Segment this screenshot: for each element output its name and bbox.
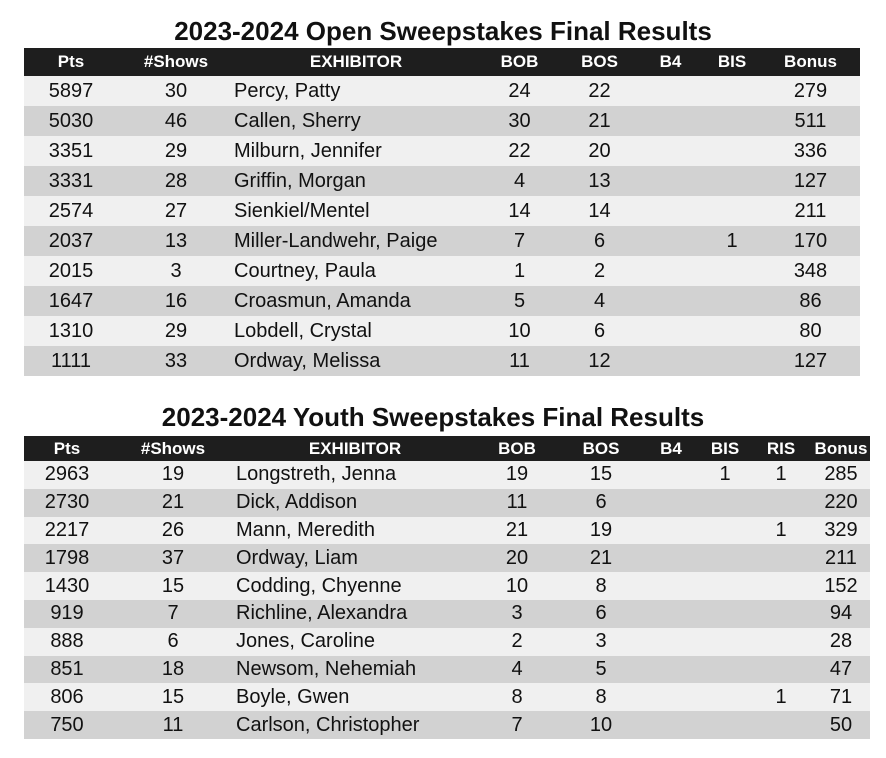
youth-table-row bbox=[24, 683, 870, 711]
youth-col-header: EXHIBITOR bbox=[236, 436, 474, 461]
open-table-row bbox=[24, 76, 860, 106]
open-cell: 24 bbox=[478, 76, 561, 106]
youth-cell: 19 bbox=[474, 461, 560, 489]
open-cell: 4 bbox=[478, 166, 561, 196]
open-cell: Callen, Sherry bbox=[234, 106, 478, 136]
youth-cell bbox=[750, 600, 812, 628]
open-cell bbox=[638, 106, 703, 136]
youth-cell bbox=[642, 711, 700, 739]
youth-cell bbox=[642, 544, 700, 572]
youth-cell bbox=[750, 544, 812, 572]
open-cell: 348 bbox=[761, 256, 860, 286]
open-cell: 3331 bbox=[24, 166, 118, 196]
open-cell: 3351 bbox=[24, 136, 118, 166]
youth-cell: 6 bbox=[560, 489, 642, 517]
open-cell bbox=[703, 106, 761, 136]
youth-cell: Carlson, Christopher bbox=[236, 711, 474, 739]
open-cell: Sienkiel/Mentel bbox=[234, 196, 478, 226]
youth-cell: 750 bbox=[24, 711, 110, 739]
youth-cell: 15 bbox=[560, 461, 642, 489]
open-cell: 279 bbox=[761, 76, 860, 106]
open-cell: 12 bbox=[561, 346, 638, 376]
open-cell: 1 bbox=[703, 226, 761, 256]
youth-cell: 47 bbox=[812, 656, 870, 684]
open-cell: 11 bbox=[478, 346, 561, 376]
open-col-header: BIS bbox=[703, 48, 761, 76]
open-table-row bbox=[24, 196, 860, 226]
youth-cell: 21 bbox=[560, 544, 642, 572]
youth-cell bbox=[642, 628, 700, 656]
open-cell: Ordway, Melissa bbox=[234, 346, 478, 376]
youth-cell: 11 bbox=[110, 711, 236, 739]
open-cell: 170 bbox=[761, 226, 860, 256]
youth-cell: 15 bbox=[110, 572, 236, 600]
youth-col-header: Bonus bbox=[812, 436, 870, 461]
youth-cell: 4 bbox=[474, 656, 560, 684]
open-cell: 29 bbox=[118, 316, 234, 346]
open-cell: 5030 bbox=[24, 106, 118, 136]
open-cell bbox=[638, 346, 703, 376]
youth-cell bbox=[750, 572, 812, 600]
youth-table-row bbox=[24, 544, 870, 572]
youth-cell: 21 bbox=[474, 517, 560, 545]
open-table-row bbox=[24, 256, 860, 286]
youth-cell: 851 bbox=[24, 656, 110, 684]
open-cell bbox=[703, 256, 761, 286]
open-cell: 22 bbox=[561, 76, 638, 106]
open-rows bbox=[24, 76, 860, 376]
open-table-row bbox=[24, 226, 860, 256]
youth-cell: 8 bbox=[474, 683, 560, 711]
youth-cell: 919 bbox=[24, 600, 110, 628]
open-col-header: BOS bbox=[561, 48, 638, 76]
youth-col-header: B4 bbox=[642, 436, 700, 461]
youth-cell: 2 bbox=[474, 628, 560, 656]
open-cell bbox=[703, 286, 761, 316]
open-cell: Griffin, Morgan bbox=[234, 166, 478, 196]
youth-cell: 7 bbox=[110, 600, 236, 628]
youth-table-row bbox=[24, 628, 870, 656]
open-cell: 336 bbox=[761, 136, 860, 166]
youth-cell: 18 bbox=[110, 656, 236, 684]
open-cell: 21 bbox=[561, 106, 638, 136]
youth-cell: 3 bbox=[474, 600, 560, 628]
youth-cell: 329 bbox=[812, 517, 870, 545]
youth-cell bbox=[700, 544, 750, 572]
youth-rows bbox=[24, 461, 870, 739]
youth-col-header: BIS bbox=[700, 436, 750, 461]
youth-cell: 28 bbox=[812, 628, 870, 656]
youth-cell: 11 bbox=[474, 489, 560, 517]
youth-cell: 1430 bbox=[24, 572, 110, 600]
youth-table-row bbox=[24, 656, 870, 684]
youth-cell: 15 bbox=[110, 683, 236, 711]
youth-cell: 19 bbox=[110, 461, 236, 489]
youth-cell: 6 bbox=[560, 600, 642, 628]
open-cell: 2 bbox=[561, 256, 638, 286]
youth-cell bbox=[642, 600, 700, 628]
open-col-header: EXHIBITOR bbox=[234, 48, 478, 76]
open-cell: Miller-Landwehr, Paige bbox=[234, 226, 478, 256]
youth-cell: 3 bbox=[560, 628, 642, 656]
open-table-row bbox=[24, 346, 860, 376]
open-cell bbox=[703, 136, 761, 166]
open-cell: 6 bbox=[561, 226, 638, 256]
open-cell: 14 bbox=[478, 196, 561, 226]
open-cell: 5897 bbox=[24, 76, 118, 106]
youth-col-header: Pts bbox=[24, 436, 110, 461]
youth-cell bbox=[750, 656, 812, 684]
open-results-table bbox=[24, 48, 860, 376]
open-cell: 14 bbox=[561, 196, 638, 226]
open-cell: 2037 bbox=[24, 226, 118, 256]
youth-cell: Ordway, Liam bbox=[236, 544, 474, 572]
youth-cell: 5 bbox=[560, 656, 642, 684]
open-cell bbox=[638, 166, 703, 196]
youth-cell bbox=[642, 489, 700, 517]
youth-cell: 1 bbox=[750, 461, 812, 489]
youth-cell: Newsom, Nehemiah bbox=[236, 656, 474, 684]
open-cell bbox=[638, 226, 703, 256]
open-cell: 211 bbox=[761, 196, 860, 226]
youth-cell bbox=[642, 683, 700, 711]
youth-cell: 1 bbox=[750, 683, 812, 711]
youth-cell: 10 bbox=[474, 572, 560, 600]
open-col-header: Bonus bbox=[761, 48, 860, 76]
open-cell bbox=[638, 286, 703, 316]
open-cell: 7 bbox=[478, 226, 561, 256]
open-cell: 13 bbox=[561, 166, 638, 196]
open-cell bbox=[703, 316, 761, 346]
youth-cell: Jones, Caroline bbox=[236, 628, 474, 656]
youth-cell: 1 bbox=[750, 517, 812, 545]
youth-cell bbox=[700, 683, 750, 711]
open-cell: 33 bbox=[118, 346, 234, 376]
youth-table-row bbox=[24, 572, 870, 600]
open-cell: Courtney, Paula bbox=[234, 256, 478, 286]
youth-cell: 10 bbox=[560, 711, 642, 739]
open-cell bbox=[638, 136, 703, 166]
open-cell: 5 bbox=[478, 286, 561, 316]
youth-results-title: 2023-2024 Youth Sweepstakes Final Results bbox=[161, 402, 705, 432]
youth-cell: 37 bbox=[110, 544, 236, 572]
youth-col-header: #Shows bbox=[110, 436, 236, 461]
youth-cell bbox=[700, 600, 750, 628]
youth-cell: 20 bbox=[474, 544, 560, 572]
youth-cell bbox=[642, 517, 700, 545]
open-cell bbox=[703, 166, 761, 196]
youth-col-header: BOS bbox=[560, 436, 642, 461]
youth-cell bbox=[642, 461, 700, 489]
youth-cell: Codding, Chyenne bbox=[236, 572, 474, 600]
youth-cell: 1 bbox=[700, 461, 750, 489]
youth-cell bbox=[700, 489, 750, 517]
youth-cell: 8 bbox=[560, 572, 642, 600]
youth-results-table bbox=[24, 436, 870, 739]
youth-table-row bbox=[24, 489, 870, 517]
youth-cell bbox=[642, 656, 700, 684]
open-cell: 1647 bbox=[24, 286, 118, 316]
youth-cell: 220 bbox=[812, 489, 870, 517]
open-cell: 29 bbox=[118, 136, 234, 166]
youth-cell: 26 bbox=[110, 517, 236, 545]
open-table-row bbox=[24, 316, 860, 346]
open-cell: 13 bbox=[118, 226, 234, 256]
youth-cell: 19 bbox=[560, 517, 642, 545]
open-table-row bbox=[24, 106, 860, 136]
open-cell: 1111 bbox=[24, 346, 118, 376]
youth-cell bbox=[700, 656, 750, 684]
open-cell: 30 bbox=[478, 106, 561, 136]
open-col-header: B4 bbox=[638, 48, 703, 76]
open-cell bbox=[703, 76, 761, 106]
youth-col-header: BOB bbox=[474, 436, 560, 461]
youth-col-header: RIS bbox=[750, 436, 812, 461]
youth-cell: Dick, Addison bbox=[236, 489, 474, 517]
youth-cell: 285 bbox=[812, 461, 870, 489]
open-table-row bbox=[24, 166, 860, 196]
youth-cell: 1798 bbox=[24, 544, 110, 572]
youth-cell bbox=[750, 628, 812, 656]
open-cell bbox=[638, 316, 703, 346]
open-cell: 127 bbox=[761, 166, 860, 196]
youth-cell bbox=[750, 711, 812, 739]
youth-cell bbox=[700, 517, 750, 545]
open-cell: 80 bbox=[761, 316, 860, 346]
youth-cell bbox=[700, 628, 750, 656]
open-cell bbox=[703, 196, 761, 226]
open-cell: 30 bbox=[118, 76, 234, 106]
youth-cell: 2730 bbox=[24, 489, 110, 517]
open-cell: 10 bbox=[478, 316, 561, 346]
open-cell: 20 bbox=[561, 136, 638, 166]
youth-cell: Richline, Alexandra bbox=[236, 600, 474, 628]
open-results-title: 2023-2024 Open Sweepstakes Final Results bbox=[174, 16, 712, 46]
open-cell: Percy, Patty bbox=[234, 76, 478, 106]
open-cell: 6 bbox=[561, 316, 638, 346]
open-cell: 2015 bbox=[24, 256, 118, 286]
open-cell: 27 bbox=[118, 196, 234, 226]
open-cell: 1 bbox=[478, 256, 561, 286]
open-col-header: BOB bbox=[478, 48, 561, 76]
open-cell: 16 bbox=[118, 286, 234, 316]
open-cell: 3 bbox=[118, 256, 234, 286]
youth-cell: 806 bbox=[24, 683, 110, 711]
open-cell bbox=[638, 76, 703, 106]
open-cell: Lobdell, Crystal bbox=[234, 316, 478, 346]
youth-cell: Longstreth, Jenna bbox=[236, 461, 474, 489]
youth-table-row bbox=[24, 461, 870, 489]
open-cell: 28 bbox=[118, 166, 234, 196]
open-table-row bbox=[24, 136, 860, 166]
youth-cell: 21 bbox=[110, 489, 236, 517]
youth-cell bbox=[642, 572, 700, 600]
youth-cell: Mann, Meredith bbox=[236, 517, 474, 545]
youth-cell: 152 bbox=[812, 572, 870, 600]
open-header-row bbox=[24, 48, 860, 76]
open-cell: 46 bbox=[118, 106, 234, 136]
open-cell bbox=[638, 256, 703, 286]
youth-table-row bbox=[24, 517, 870, 545]
youth-cell bbox=[750, 489, 812, 517]
open-cell: 511 bbox=[761, 106, 860, 136]
open-cell: 22 bbox=[478, 136, 561, 166]
youth-cell: 6 bbox=[110, 628, 236, 656]
youth-cell: 8 bbox=[560, 683, 642, 711]
open-col-header: #Shows bbox=[118, 48, 234, 76]
youth-table-row bbox=[24, 711, 870, 739]
open-cell: 2574 bbox=[24, 196, 118, 226]
open-cell: 4 bbox=[561, 286, 638, 316]
open-cell bbox=[703, 346, 761, 376]
youth-cell: 94 bbox=[812, 600, 870, 628]
youth-cell: 211 bbox=[812, 544, 870, 572]
youth-cell bbox=[700, 572, 750, 600]
open-cell: 1310 bbox=[24, 316, 118, 346]
open-cell: Croasmun, Amanda bbox=[234, 286, 478, 316]
youth-cell bbox=[700, 711, 750, 739]
open-table-row bbox=[24, 286, 860, 316]
youth-cell: 2963 bbox=[24, 461, 110, 489]
youth-header-row bbox=[24, 436, 870, 461]
youth-cell: 71 bbox=[812, 683, 870, 711]
open-col-header: Pts bbox=[24, 48, 118, 76]
youth-cell: Boyle, Gwen bbox=[236, 683, 474, 711]
youth-table-row bbox=[24, 600, 870, 628]
youth-cell: 2217 bbox=[24, 517, 110, 545]
open-cell: 86 bbox=[761, 286, 860, 316]
open-cell: 127 bbox=[761, 346, 860, 376]
open-cell: Milburn, Jennifer bbox=[234, 136, 478, 166]
open-cell bbox=[638, 196, 703, 226]
youth-cell: 50 bbox=[812, 711, 870, 739]
youth-cell: 7 bbox=[474, 711, 560, 739]
youth-cell: 888 bbox=[24, 628, 110, 656]
